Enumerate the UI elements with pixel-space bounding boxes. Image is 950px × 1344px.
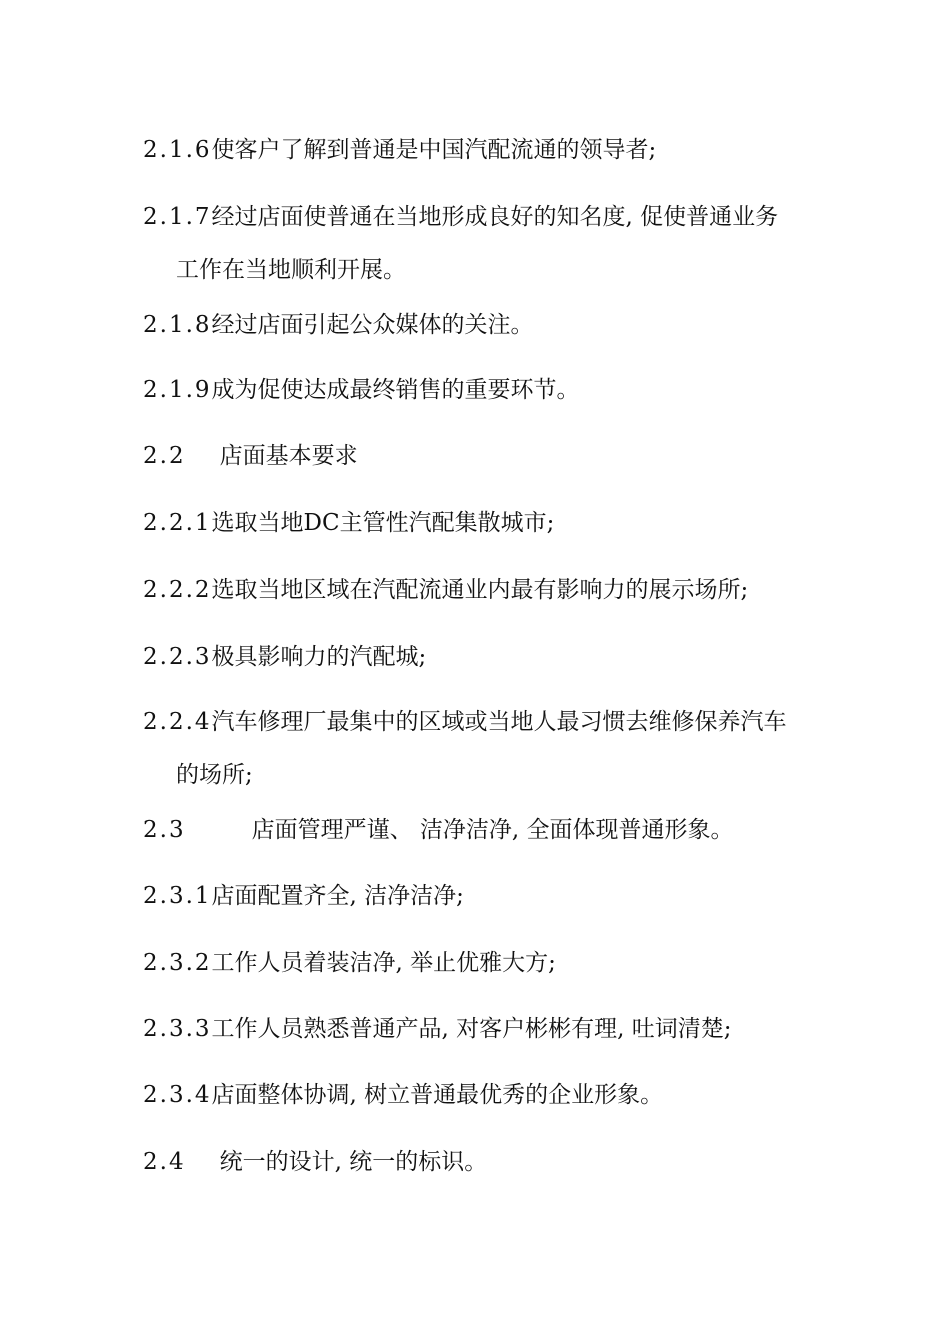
item-text: 选取当地区域在汽配流通业内最有影响力的展示场所; xyxy=(211,577,749,603)
item-2-3-4 xyxy=(143,1080,663,1110)
item-2-2-1 xyxy=(143,508,554,538)
item-number: 2.1.6 xyxy=(143,137,212,163)
item-2-3-3 xyxy=(143,1014,732,1044)
item-2-2-2 xyxy=(143,575,748,605)
item-text: 经过店面引起公众媒体的关注。 xyxy=(211,312,534,338)
item-text: 店面配置齐全, 洁净洁净; xyxy=(211,883,464,909)
item-number: 2.1.7 xyxy=(143,204,212,230)
item-text: 汽车修理厂最集中的区域或当地人最习惯去维修保养汽车 xyxy=(211,709,787,735)
item-text: 工作人员着装洁净, 举止优雅大方; xyxy=(211,950,556,976)
item-text: 极具影响力的汽配城; xyxy=(211,644,427,670)
section-heading: 店面基本要求 xyxy=(219,443,358,469)
item-2-3-2 xyxy=(143,948,556,978)
item-text: 工作人员熟悉普通产品, 对客户彬彬有理, 吐词清楚; xyxy=(211,1016,732,1042)
item-text: 经过店面使普通在当地形成良好的知名度, 促使普通业务 xyxy=(211,204,779,230)
item-number: 2.2.2 xyxy=(143,577,212,603)
item-2-1-6 xyxy=(143,135,656,165)
item-2-2-4 xyxy=(143,707,787,737)
section-number: 2.2 xyxy=(143,443,186,469)
item-number: 2.2.1 xyxy=(143,510,212,536)
item-2-1-8 xyxy=(143,310,534,340)
item-number: 2.1.9 xyxy=(143,377,212,403)
item-2-1-7-continuation xyxy=(176,255,406,285)
item-text: 使客户了解到普通是中国汽配流通的领导者; xyxy=(211,137,657,163)
item-2-1-7 xyxy=(143,202,778,232)
item-number: 2.3.1 xyxy=(143,883,212,909)
item-text-continuation: 的场所; xyxy=(176,762,253,788)
item-number: 2.2.4 xyxy=(143,709,212,735)
item-2-2-3 xyxy=(143,642,426,672)
section-number: 2.4 xyxy=(143,1149,186,1175)
item-number: 2.1.8 xyxy=(143,312,212,338)
item-number: 2.3.4 xyxy=(143,1082,212,1108)
item-text: 成为促使达成最终销售的重要环节。 xyxy=(211,377,580,403)
item-number: 2.3.2 xyxy=(143,950,212,976)
section-2-4 xyxy=(143,1147,487,1177)
item-text: 店面整体协调, 树立普通最优秀的企业形象。 xyxy=(211,1082,664,1108)
item-2-3-1 xyxy=(143,881,464,911)
section-heading: 店面管理严谨、 洁净洁净, 全面体现普通形象。 xyxy=(251,817,734,843)
item-number: 2.3.3 xyxy=(143,1016,212,1042)
item-2-1-9 xyxy=(143,375,580,405)
section-number: 2.3 xyxy=(143,817,186,843)
item-text: 选取当地DC主管性汽配集散城市; xyxy=(211,510,555,536)
section-2-3 xyxy=(143,815,734,845)
item-2-2-4-continuation xyxy=(176,760,253,790)
item-text-continuation: 工作在当地顺利开展。 xyxy=(176,257,406,283)
section-heading: 统一的设计, 统一的标识。 xyxy=(219,1149,488,1175)
item-number: 2.2.3 xyxy=(143,644,212,670)
section-2-2 xyxy=(143,441,358,471)
